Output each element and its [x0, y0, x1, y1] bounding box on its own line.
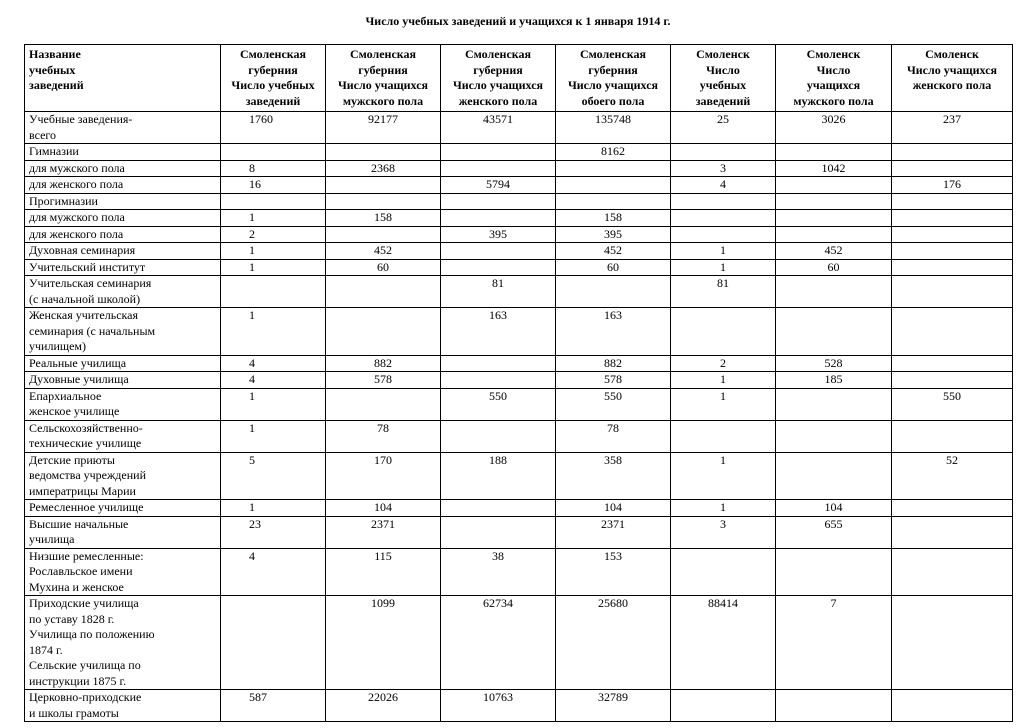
value-cell: 185 — [776, 372, 892, 389]
value-cell — [441, 193, 556, 210]
value-cell — [892, 144, 1013, 161]
value-cell: 2368 — [326, 160, 441, 177]
value-cell: 135748 — [556, 112, 671, 144]
value-cell: 1 — [221, 243, 326, 260]
column-header: Смоленская губерния Число учащихся обоего пола — [556, 45, 671, 112]
value-cell — [326, 308, 441, 356]
value-cell: 81 — [441, 276, 556, 308]
column-header: Смоленская губерния Число учащихся женского пола — [441, 45, 556, 112]
value-cell — [441, 243, 556, 260]
value-cell: 2371 — [556, 516, 671, 548]
value-cell: 452 — [556, 243, 671, 260]
row-name-cell: Женская учительская семинария (с начальным училищем) — [25, 308, 221, 356]
value-cell: 1 — [221, 259, 326, 276]
value-cell — [326, 388, 441, 420]
value-cell: 3 — [671, 160, 776, 177]
value-cell: 882 — [556, 355, 671, 372]
value-cell — [892, 420, 1013, 452]
value-cell: 2371 — [326, 516, 441, 548]
row-name-cell: Учебные заведения- всего — [25, 112, 221, 144]
value-cell — [441, 160, 556, 177]
value-cell — [892, 259, 1013, 276]
value-cell — [556, 193, 671, 210]
value-cell: 395 — [556, 226, 671, 243]
value-cell: 60 — [776, 259, 892, 276]
value-cell: 5 — [221, 452, 326, 500]
value-cell — [892, 308, 1013, 356]
value-cell — [441, 210, 556, 227]
value-cell: 3026 — [776, 112, 892, 144]
column-header: Смоленская губерния Число учащихся мужского пола — [326, 45, 441, 112]
value-cell: 4 — [221, 372, 326, 389]
table-row — [25, 548, 1013, 596]
value-cell — [892, 596, 1013, 690]
value-cell — [776, 177, 892, 194]
row-name-cell: для мужского пола — [25, 160, 221, 177]
table-row — [25, 144, 1013, 161]
value-cell — [326, 144, 441, 161]
value-cell: 176 — [892, 177, 1013, 194]
table-header — [25, 45, 1013, 112]
row-name-cell: Приходские училища по уставу 1828 г. Училища по положению 1874 г. Сельские училища по инструкции 1875 г. — [25, 596, 221, 690]
value-cell: 5794 — [441, 177, 556, 194]
value-cell — [556, 177, 671, 194]
table-row — [25, 372, 1013, 389]
value-cell: 1099 — [326, 596, 441, 690]
value-cell: 550 — [892, 388, 1013, 420]
value-cell — [441, 516, 556, 548]
column-header: Смоленск Число учащихся мужского пола — [776, 45, 892, 112]
table-row — [25, 420, 1013, 452]
value-cell: 104 — [556, 500, 671, 517]
value-cell: 1 — [221, 420, 326, 452]
value-cell: 452 — [776, 243, 892, 260]
value-cell: 550 — [441, 388, 556, 420]
value-cell: 158 — [326, 210, 441, 227]
value-cell — [776, 210, 892, 227]
value-cell — [892, 690, 1013, 722]
value-cell — [671, 193, 776, 210]
value-cell — [326, 226, 441, 243]
value-cell: 1 — [671, 243, 776, 260]
table-row — [25, 500, 1013, 517]
value-cell: 882 — [326, 355, 441, 372]
row-name-cell: Детские приюты ведомства учреждений императрицы Марии — [25, 452, 221, 500]
value-cell: 104 — [776, 500, 892, 517]
value-cell — [556, 160, 671, 177]
value-cell: 10763 — [441, 690, 556, 722]
value-cell — [671, 420, 776, 452]
row-name-cell: для мужского пола — [25, 210, 221, 227]
value-cell: 163 — [556, 308, 671, 356]
statistics-table — [24, 44, 1013, 722]
value-cell — [776, 690, 892, 722]
table-row — [25, 388, 1013, 420]
value-cell: 1 — [221, 500, 326, 517]
value-cell — [221, 596, 326, 690]
value-cell: 32789 — [556, 690, 671, 722]
row-name-cell: Учительский институт — [25, 259, 221, 276]
value-cell — [441, 500, 556, 517]
value-cell — [776, 548, 892, 596]
value-cell: 237 — [892, 112, 1013, 144]
value-cell: 1760 — [221, 112, 326, 144]
row-name-cell: Учительская семинария (с начальной школой) — [25, 276, 221, 308]
value-cell: 163 — [441, 308, 556, 356]
table-row — [25, 243, 1013, 260]
row-name-cell: Ремесленное училище — [25, 500, 221, 517]
value-cell: 7 — [776, 596, 892, 690]
table-row — [25, 452, 1013, 500]
value-cell: 62734 — [441, 596, 556, 690]
column-header: Смоленская губерния Число учебных заведений — [221, 45, 326, 112]
value-cell: 115 — [326, 548, 441, 596]
value-cell: 1 — [671, 259, 776, 276]
value-cell: 587 — [221, 690, 326, 722]
value-cell: 25 — [671, 112, 776, 144]
value-cell: 22026 — [326, 690, 441, 722]
value-cell — [892, 243, 1013, 260]
value-cell: 1 — [221, 210, 326, 227]
row-name-cell: Церковно-приходские и школы грамоты — [25, 690, 221, 722]
value-cell — [326, 193, 441, 210]
value-cell — [892, 160, 1013, 177]
value-cell — [441, 144, 556, 161]
value-cell: 1 — [221, 308, 326, 356]
value-cell: 60 — [326, 259, 441, 276]
value-cell — [776, 388, 892, 420]
value-cell — [776, 420, 892, 452]
row-name-cell: Гимназии — [25, 144, 221, 161]
value-cell: 8 — [221, 160, 326, 177]
value-cell — [892, 516, 1013, 548]
value-cell: 4 — [221, 548, 326, 596]
value-cell — [776, 308, 892, 356]
value-cell — [441, 259, 556, 276]
value-cell: 1 — [221, 388, 326, 420]
value-cell: 81 — [671, 276, 776, 308]
value-cell — [671, 308, 776, 356]
value-cell — [556, 276, 671, 308]
row-name-cell: Низшие ремесленные: Рославльское имени Мухина и женское — [25, 548, 221, 596]
header-row — [25, 45, 1013, 112]
value-cell — [441, 372, 556, 389]
value-cell — [671, 690, 776, 722]
column-header: Название учебных заведений — [25, 45, 221, 112]
value-cell: 25680 — [556, 596, 671, 690]
table-row — [25, 226, 1013, 243]
value-cell — [892, 500, 1013, 517]
value-cell: 4 — [671, 177, 776, 194]
value-cell — [892, 355, 1013, 372]
row-name-cell: Высшие начальные училища — [25, 516, 221, 548]
row-name-cell: Духовные училища — [25, 372, 221, 389]
value-cell — [671, 210, 776, 227]
value-cell: 104 — [326, 500, 441, 517]
value-cell: 578 — [556, 372, 671, 389]
table-row — [25, 355, 1013, 372]
value-cell — [892, 210, 1013, 227]
value-cell — [776, 144, 892, 161]
value-cell: 578 — [326, 372, 441, 389]
value-cell: 528 — [776, 355, 892, 372]
row-name-cell: Епархиальное женское училище — [25, 388, 221, 420]
table-row — [25, 210, 1013, 227]
value-cell: 358 — [556, 452, 671, 500]
value-cell — [221, 276, 326, 308]
value-cell: 158 — [556, 210, 671, 227]
table-row — [25, 160, 1013, 177]
table-row — [25, 193, 1013, 210]
value-cell: 78 — [326, 420, 441, 452]
value-cell: 8162 — [556, 144, 671, 161]
value-cell: 452 — [326, 243, 441, 260]
value-cell: 1042 — [776, 160, 892, 177]
value-cell: 38 — [441, 548, 556, 596]
value-cell: 2 — [671, 355, 776, 372]
row-name-cell: Прогимназии — [25, 193, 221, 210]
value-cell: 550 — [556, 388, 671, 420]
table-row — [25, 259, 1013, 276]
value-cell: 52 — [892, 452, 1013, 500]
document-title: Число учебных заведений и учащихся к 1 января 1914 г. — [365, 14, 671, 28]
row-name-cell: для женского пола — [25, 226, 221, 243]
value-cell: 88414 — [671, 596, 776, 690]
row-name-cell: для женского пола — [25, 177, 221, 194]
table-row — [25, 690, 1013, 722]
value-cell — [221, 144, 326, 161]
row-name-cell: Духовная семинария — [25, 243, 221, 260]
value-cell — [326, 276, 441, 308]
value-cell — [892, 372, 1013, 389]
table-row — [25, 276, 1013, 308]
value-cell — [671, 144, 776, 161]
value-cell: 1 — [671, 388, 776, 420]
table-row — [25, 308, 1013, 356]
table-row — [25, 596, 1013, 690]
value-cell: 655 — [776, 516, 892, 548]
value-cell: 92177 — [326, 112, 441, 144]
value-cell: 43571 — [441, 112, 556, 144]
value-cell: 2 — [221, 226, 326, 243]
value-cell — [776, 193, 892, 210]
value-cell — [776, 276, 892, 308]
value-cell — [326, 177, 441, 194]
table-body — [25, 112, 1013, 722]
value-cell: 23 — [221, 516, 326, 548]
value-cell: 78 — [556, 420, 671, 452]
value-cell — [221, 193, 326, 210]
value-cell — [671, 548, 776, 596]
value-cell — [441, 420, 556, 452]
value-cell — [892, 276, 1013, 308]
value-cell: 1 — [671, 372, 776, 389]
row-name-cell: Реальные училища — [25, 355, 221, 372]
value-cell: 16 — [221, 177, 326, 194]
value-cell: 4 — [221, 355, 326, 372]
value-cell: 170 — [326, 452, 441, 500]
table-row — [25, 516, 1013, 548]
row-name-cell: Сельскохозяйственно- технические училище — [25, 420, 221, 452]
table-row — [25, 177, 1013, 194]
value-cell — [776, 452, 892, 500]
value-cell: 188 — [441, 452, 556, 500]
value-cell — [776, 226, 892, 243]
table-row — [25, 112, 1013, 144]
value-cell: 395 — [441, 226, 556, 243]
value-cell — [892, 548, 1013, 596]
column-header: Смоленск Число учащихся женского пола — [892, 45, 1013, 112]
value-cell — [892, 193, 1013, 210]
value-cell — [671, 226, 776, 243]
value-cell — [441, 355, 556, 372]
value-cell: 153 — [556, 548, 671, 596]
column-header: Смоленск Число учебных заведений — [671, 45, 776, 112]
value-cell: 3 — [671, 516, 776, 548]
value-cell — [892, 226, 1013, 243]
value-cell: 60 — [556, 259, 671, 276]
value-cell: 1 — [671, 500, 776, 517]
value-cell: 1 — [671, 452, 776, 500]
